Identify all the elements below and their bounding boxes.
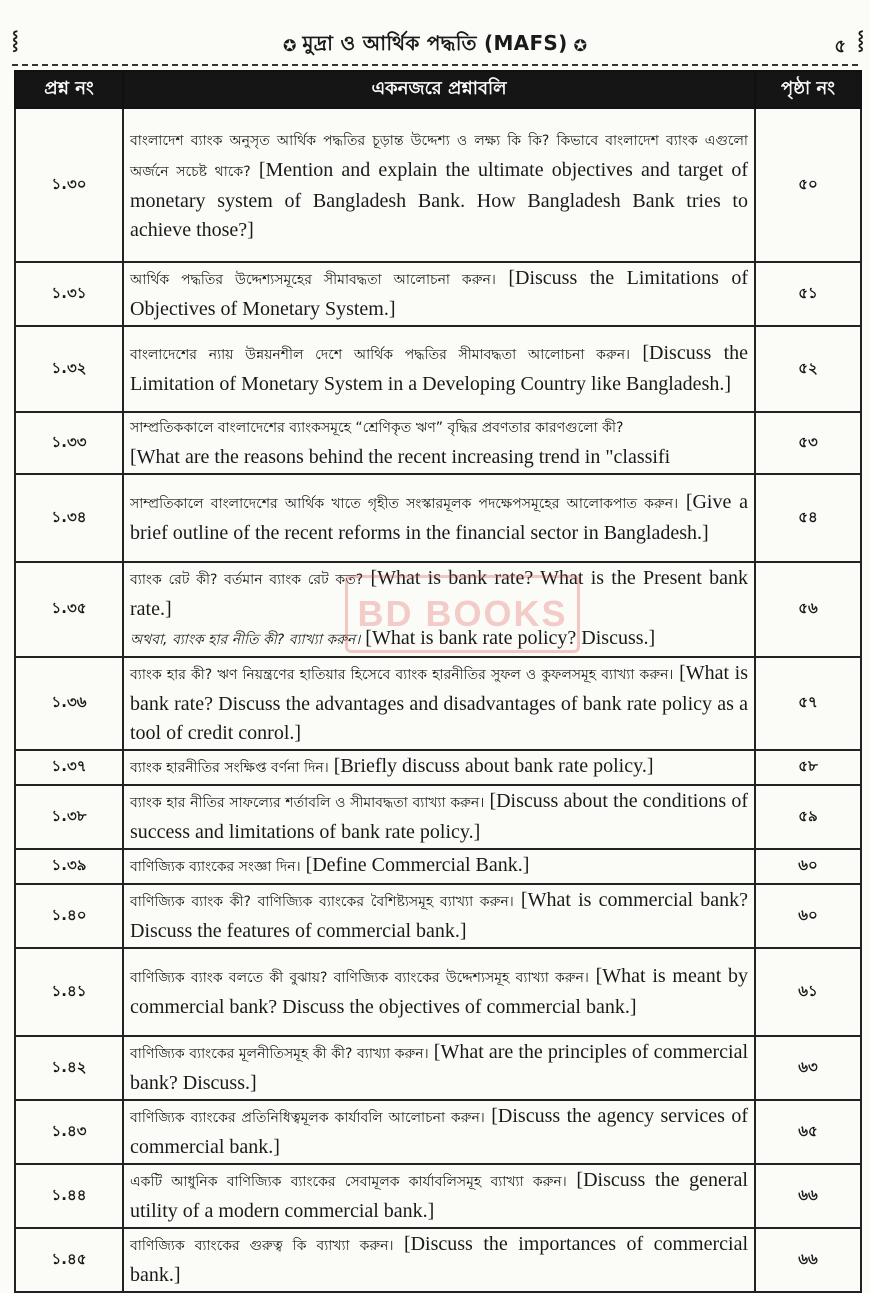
question-text <box>123 1228 755 1292</box>
question-bengali: বাণিজ্যিক ব্যাংকের গুরুত্ব কি ব্যাখ্যা করুন। <box>130 1238 394 1254</box>
page-reference: ৫৬ <box>755 562 861 657</box>
question-bengali: ব্যাংক রেট কী? বর্তমান ব্যাংক রেট কত? <box>130 572 364 588</box>
question-text <box>123 750 755 785</box>
question-index-table <box>14 70 862 1293</box>
page-reference: ৫৪ <box>755 474 861 562</box>
question-bengali: ব্যাংক হার নীতির সাফল্যের শর্তাবলি ও সীমাবদ্ধতা ব্যাখ্যা করুন। <box>130 795 485 811</box>
page-reference: ৬০ <box>755 849 861 884</box>
question-bengali: বাণিজ্যিক ব্যাংকের প্রতিনিধিত্বমূলক কার্যাবলি আলোচনা করুন। <box>130 1110 485 1126</box>
question-bengali: একটি আধুনিক বাণিজ্যিক ব্যাংকের সেবামূলক কার্যাবলিসমূহ ব্যাখ্যা করুন। <box>130 1174 567 1190</box>
question-english: [Discuss the importances of commercial bank.] <box>130 1233 748 1286</box>
question-number: ১.৩৮ <box>15 785 123 849</box>
question-bengali: বাণিজ্যিক ব্যাংকের মূলনীতিসমূহ কী কী? ব্যাখ্যা করুন। <box>130 1046 429 1062</box>
header-divider <box>12 64 858 66</box>
question-number: ১.৩৯ <box>15 849 123 884</box>
question-english: [Discuss the agency services of commercial bank.] <box>130 1105 749 1158</box>
question-bengali: ব্যাংক হার কী? ঋণ নিয়ন্ত্রণের হাতিয়ার হিসেবে ব্যাংক হারনীতির সুফল ও কুফলসমূহ ব্যাখ্যা করুন। <box>130 667 674 683</box>
column-header-page-no: পৃষ্ঠা নং <box>755 71 861 108</box>
question-number: ১.৪২ <box>15 1036 123 1100</box>
question-number: ১.৩৩ <box>15 412 123 474</box>
table-row <box>15 1228 861 1292</box>
question-number: ১.৪৩ <box>15 1100 123 1164</box>
question-english: [Discuss about the conditions of success and limitations of bank rate policy.] <box>130 790 748 843</box>
question-number: ১.৩৭ <box>15 750 123 785</box>
ornament-left: ⸾ <box>12 30 19 51</box>
question-bengali: আর্থিক পদ্ধতির উদ্দেশ্যসমূহের সীমাবদ্ধতা আলোচনা করুন। <box>130 272 496 288</box>
page-reference: ৫২ <box>755 326 861 412</box>
question-text <box>123 884 755 948</box>
question-text <box>123 657 755 750</box>
column-header-question-no: প্রশ্ন নং <box>15 71 123 108</box>
table-row <box>15 849 861 884</box>
question-number: ১.৪৪ <box>15 1164 123 1228</box>
question-english: [Discuss the general utility of a modern commercial bank.] <box>130 1169 748 1222</box>
page-header <box>10 28 864 62</box>
question-number: ১.৩২ <box>15 326 123 412</box>
question-number: ১.৪০ <box>15 884 123 948</box>
question-english: [What are the reasons behind the recent increasing trend in "classifi <box>130 446 671 468</box>
star-icon: ✪ <box>283 35 297 55</box>
table-row <box>15 1100 861 1164</box>
question-text <box>123 1100 755 1164</box>
question-english: [What is meant by commercial bank? Discuss the objectives of commercial bank.] <box>130 965 748 1018</box>
question-bengali: সাম্প্রতিককালে বাংলাদেশের ব্যাংকসমূহে “শ্রেণিকৃত ঋণ” বৃদ্ধির প্রবণতার কারণগুলো কী? <box>130 420 624 436</box>
alternative-question-bengali: অথবা, ব্যাংক হার নীতি কী? ব্যাখ্যা করুন। <box>130 632 361 648</box>
table-row <box>15 326 861 412</box>
question-bengali: সাম্প্রতিকালে বাংলাদেশের আর্থিক খাতে গৃহীত সংস্কারমূলক পদক্ষেপসমূহের আলোকপাত করুন। <box>130 496 679 512</box>
question-english: [What is bank rate? Discuss the advantages and disadvantages of bank rate policy as a tool of credit conrol.] <box>130 662 749 744</box>
question-number: ১.৪১ <box>15 948 123 1036</box>
star-icon: ✪ <box>573 35 587 55</box>
question-bengali: বাণিজ্যিক ব্যাংক কী? বাণিজ্যিক ব্যাংকের বৈশিষ্ট্যসমূহ ব্যাখ্যা করুন। <box>130 894 514 910</box>
question-number: ১.৩৪ <box>15 474 123 562</box>
question-bengali: বাণিজ্যিক ব্যাংকের সংজ্ঞা দিন। <box>130 859 301 875</box>
question-number: ১.৩৫ <box>15 562 123 657</box>
table-header-row <box>15 71 861 108</box>
table-row <box>15 412 861 474</box>
question-number: ১.৩৬ <box>15 657 123 750</box>
page-reference: ৬৩ <box>755 1036 861 1100</box>
page-title: মুদ্রা ও আর্থিক পদ্ধতি (MAFS) <box>302 30 568 55</box>
table-row <box>15 884 861 948</box>
page-reference: ৬১ <box>755 948 861 1036</box>
question-text <box>123 326 755 412</box>
question-number: ১.৩০ <box>15 108 123 262</box>
table-row <box>15 785 861 849</box>
page-reference: ৬০ <box>755 884 861 948</box>
table-row <box>15 108 861 262</box>
table-row <box>15 1164 861 1228</box>
question-text <box>123 1164 755 1228</box>
page-reference: ৬৬ <box>755 1228 861 1292</box>
page-reference: ৬৫ <box>755 1100 861 1164</box>
question-text <box>123 108 755 262</box>
question-text <box>123 262 755 326</box>
table-row <box>15 948 861 1036</box>
page-reference: ৬৬ <box>755 1164 861 1228</box>
table-row <box>15 750 861 785</box>
question-text <box>123 948 755 1036</box>
question-text <box>123 1036 755 1100</box>
page-reference: ৫৮ <box>755 750 861 785</box>
column-header-questions: একনজরে প্রশ্নাবলি <box>123 71 755 108</box>
table-row <box>15 562 861 657</box>
question-bengali: বাণিজ্যিক ব্যাংক বলতে কী বুঝায়? বাণিজ্যিক ব্যাংকের উদ্দেশ্যসমূহ ব্যাখ্যা করুন। <box>130 970 589 986</box>
table-row <box>15 262 861 326</box>
question-english: [Discuss the Limitations of Objectives of Monetary System.] <box>130 267 749 320</box>
page-reference: ৫৯ <box>755 785 861 849</box>
question-english: [Briefly discuss about bank rate policy.] <box>333 755 654 777</box>
question-text <box>123 785 755 849</box>
question-english: [Define Commercial Bank.] <box>305 854 530 876</box>
question-english: [Mention and explain the ultimate objectives and target of monetary system of Bangladesh Bank. How Bangladesh Bank tries to achieve those?] <box>130 159 748 241</box>
question-bengali: ব্যাংক হারনীতির সংক্ষিপ্ত বর্ণনা দিন। <box>130 760 329 776</box>
page-number: ৫ <box>834 36 846 57</box>
question-english: [What are the principles of commercial bank? Discuss.] <box>130 1041 749 1094</box>
question-text <box>123 412 755 474</box>
question-text <box>123 849 755 884</box>
question-english: [Discuss the Limitation of Monetary System in a Developing Country like Bangladesh.] <box>130 342 749 395</box>
table-row <box>15 474 861 562</box>
question-number: ১.৩১ <box>15 262 123 326</box>
question-bengali: বাংলাদেশ ব্যাংক অনুসৃত আর্থিক পদ্ধতির চূড়ান্ত উদ্দেশ্য ও লক্ষ্য কি কি? কিভাবে বাংলাদেশ ব্যাংক এগুলো অর্জনে সচেষ্ট থাকে? <box>130 133 748 180</box>
question-english: [Give a brief outline of the recent reforms in the financial sector in Bangladesh.] <box>130 491 748 544</box>
table-row <box>15 657 861 750</box>
page-reference: ৫৩ <box>755 412 861 474</box>
question-text <box>123 562 755 657</box>
ornament-right: ⸾ <box>857 30 864 51</box>
table-row <box>15 1036 861 1100</box>
page-reference: ৫৭ <box>755 657 861 750</box>
question-number: ১.৪৫ <box>15 1228 123 1292</box>
question-text <box>123 474 755 562</box>
question-english: [What is bank rate? What is the Present bank rate.] <box>130 567 748 620</box>
watermark-text: BD BOOKS <box>357 593 568 634</box>
question-bengali: বাংলাদেশের ন্যায় উন্নয়নশীল দেশে আর্থিক পদ্ধতির সীমাবদ্ধতা আলোচনা করুন। <box>130 347 631 363</box>
alternative-question-english: [What is bank rate policy? Discuss.] <box>365 627 656 649</box>
page-reference: ৫০ <box>755 108 861 262</box>
question-english: [What is commercial bank? Discuss the features of commercial bank.] <box>130 889 748 942</box>
page-reference: ৫১ <box>755 262 861 326</box>
